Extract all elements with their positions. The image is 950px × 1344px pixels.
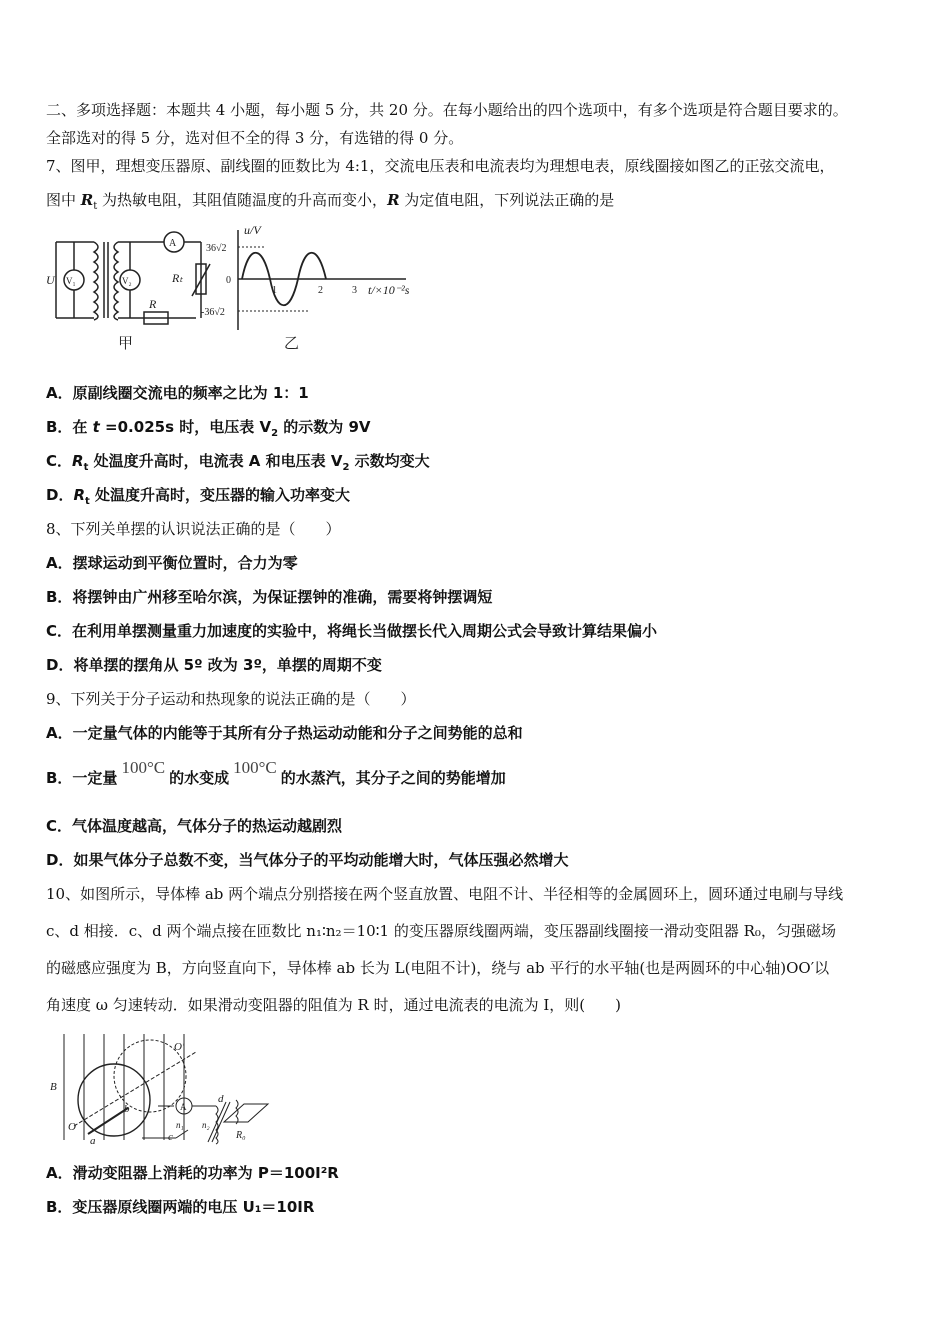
t1-label: 1: [272, 285, 277, 296]
q8-option-c: C．在利用单摆测量重力加速度的实验中，将绳长当做摆长代入周期公式会导致计算结果偏小: [46, 622, 658, 640]
o-prime-label: O′: [174, 1041, 185, 1053]
q7-option-c: C．$R_t$ 处温度升高时，电流表 A 和电压表 $V_2$ 示数均变大: [46, 452, 430, 473]
q9-option-a: A．一定量气体的内能等于其所有分子热运动动能和分子之间势能的总和: [46, 724, 523, 742]
a-point-label: a: [90, 1135, 96, 1147]
q7-option-a: A．原副线圈交流电的频率之比为 1：1: [46, 384, 309, 402]
q8-option-d: D．将单摆的摆角从 5º 改为 3º，单摆的周期不变: [46, 656, 382, 674]
axis-u-label: u/V: [244, 223, 261, 237]
y-neg-label: -36√2: [201, 307, 225, 318]
q10-option-a: A．滑动变阻器上消耗的功率为 P＝100I²R: [46, 1164, 339, 1182]
q7-option-d: D．$R_t$ 处温度升高时，变压器的输入功率变大: [46, 486, 351, 507]
ring-front: [78, 1064, 150, 1136]
q10-stem-line1: 10、如图所示，导体棒 ab 两个端点分别搭接在两个竖直放置、电阻不计、半径相等的金属圆环上，圆环通过电刷与导线: [46, 885, 844, 903]
u-label: U: [46, 273, 55, 287]
q9-option-d: D．如果气体分子总数不变，当气体分子的平均动能增大时，气体压强必然增大: [46, 851, 569, 869]
q9-option-b: B．一定量100°C的水变成100°C的水蒸汽，其分子之间的势能增加: [46, 758, 506, 787]
rt-label: Rₜ: [172, 271, 183, 285]
q7-figure: [46, 220, 446, 355]
q8-stem: 8、下列关单摆的认识说法正确的是（ ）: [46, 520, 341, 538]
temp-100c-2: 100°C: [233, 758, 277, 777]
figure-jia-label: 甲: [118, 336, 134, 352]
q10-option-b: B．变压器原线圈两端的电压 U₁＝10IR: [46, 1198, 315, 1216]
q8-option-b: B．将摆钟由广州移至哈尔滨，为保证摆钟的准确，需要将钟摆调短: [46, 588, 493, 606]
q9-stem: 9、下列关于分子运动和热现象的说法正确的是（ ）: [46, 690, 416, 708]
figure-yi-label: 乙: [284, 336, 300, 352]
q7-stem-line1: 7、图甲，理想变压器原、副线圈的匝数比为 4:1，交流电压表和电流表均为理想电表，原线圈接如图乙的正弦交流电，: [46, 157, 835, 175]
q10-stem-line3: 的磁感应强度为 B，方向竖直向下，导体棒 ab 长为 L(电阻不计)，绕与 ab 平行的水平轴(也是两圆环的中心轴)OO′以: [46, 959, 830, 977]
n2-label: n₂: [202, 1120, 210, 1130]
a-label: A: [169, 238, 177, 249]
b-field-label: B: [50, 1081, 57, 1093]
t2-label: 2: [318, 285, 323, 296]
y-pos-label: 36√2: [206, 243, 227, 254]
section-heading-line2: 全部选对的得 5 分，选对但不全的得 3 分，有选错的得 0 分。: [46, 129, 464, 147]
v2-label: V₂: [122, 276, 132, 286]
ammeter-label: A: [180, 1102, 187, 1112]
temp-100c-1: 100°C: [121, 758, 166, 777]
q10-stem-line4: 角速度 ω 匀速转动．如果滑动变阻器的阻值为 R 时，通过电流表的电流为 I，则( ): [46, 996, 621, 1014]
v1-label: V₁: [66, 276, 76, 286]
n1-label: n₁: [176, 1120, 184, 1130]
d-label: d: [218, 1093, 224, 1105]
q7-stem-line2: 图中 $R_t$ 为热敏电阻，其阻值随温度的升高而变小，R 为定值电阻，下列说法正确的是: [46, 191, 615, 212]
q10-figure: [46, 1030, 276, 1150]
c-label: c: [168, 1131, 173, 1143]
q9-option-c: C．气体温度越高，气体分子的热运动越剧烈: [46, 817, 343, 835]
axis-t-label: t/×10⁻²s: [368, 283, 410, 297]
r-label: R: [149, 297, 157, 311]
r0-label: R₀: [236, 1130, 246, 1141]
q7-option-b: B．在 t =0.025s 时，电压表 $V_2$ 的示数为 9V: [46, 418, 371, 439]
section-heading-line1: 二、多项选择题：本题共 4 小题，每小题 5 分，共 20 分。在每小题给出的四个选项中，有多个选项是符合题目要求的。: [46, 101, 848, 119]
q10-stem-line2: c、d 相接．c、d 两个端点接在匝数比 n₁∶n₂＝10∶1 的变压器原线圈两端，变压器副线圈接一滑动变阻器 R₀，匀强磁场: [46, 922, 836, 940]
b-point-label: b: [124, 1103, 130, 1115]
origin-label: 0: [226, 275, 231, 286]
t3-label: 3: [352, 285, 357, 296]
o-label: O: [68, 1121, 76, 1133]
q8-option-a: A．摆球运动到平衡位置时，合力为零: [46, 554, 298, 572]
